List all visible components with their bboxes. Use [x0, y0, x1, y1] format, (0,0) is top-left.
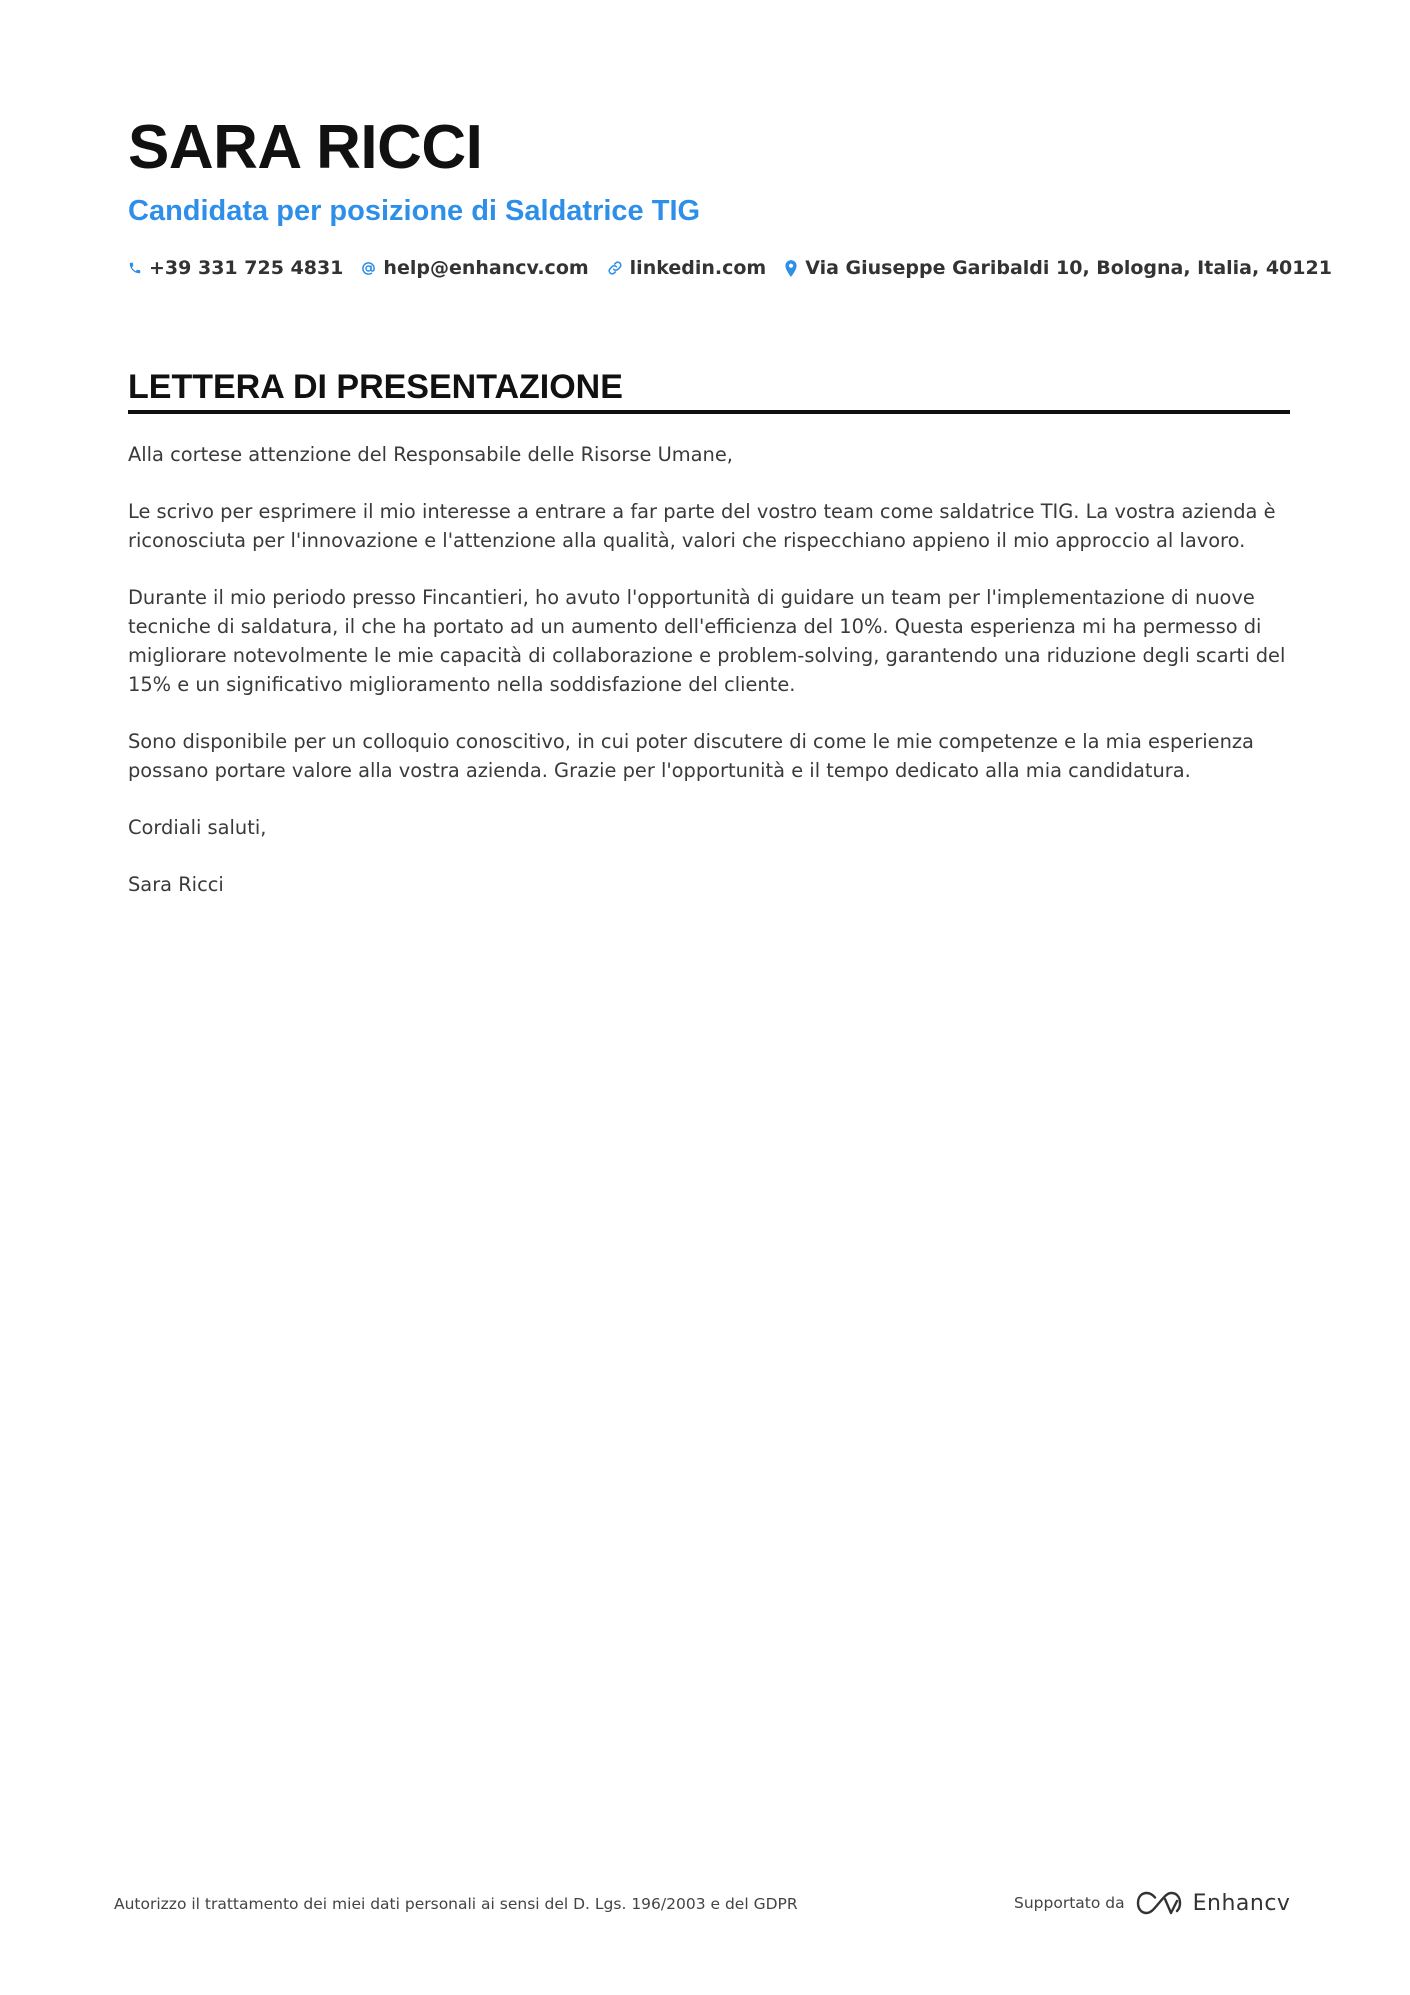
letter-closing: Cordiali saluti,	[128, 816, 267, 839]
letter-paragraph: Le scrivo per esprimere il mio interesse a entrare a far parte del vostro team come saldatrice TIG. La vostra azienda è riconosciuta per l'innovazione e l'attenzione alla qualità, valori che rispecchiano appieno il mio approccio al lavoro.	[128, 500, 1276, 552]
contact-phone[interactable]	[128, 257, 343, 279]
brand-name: Enhancv	[1192, 1890, 1291, 1916]
section-title: LETTERA DI PRESENTAZIONE	[128, 368, 623, 406]
letter-body	[128, 440, 1288, 927]
email-text: help@enhancv.com	[383, 257, 589, 279]
letter-paragraph: Sono disponibile per un colloquio conoscitivo, in cui poter discutere di come le mie competenze e la mia esperienza possano portare valore alla vostra azienda. Grazie per l'opportunità e il tempo dedicato alla mia candidatura.	[128, 730, 1254, 782]
candidate-name: SARA RICCI	[128, 113, 483, 182]
supported-by-label: Supportato da	[1014, 1894, 1125, 1912]
letter-signature: Sara Ricci	[128, 873, 224, 896]
contact-email[interactable]	[361, 257, 588, 279]
candidate-subtitle: Candidata per posizione di Saldatrice TIG	[128, 195, 701, 227]
powered-by[interactable]	[1014, 1888, 1290, 1918]
letter-greeting: Alla cortese attenzione del Responsabile delle Risorse Umane,	[128, 443, 733, 466]
linkedin-text: linkedin.com	[629, 257, 767, 279]
contact-address	[784, 257, 1332, 279]
privacy-note: Autorizzo il trattamento dei miei dati personali ai sensi del D. Lgs. 196/2003 e del GDPR	[114, 1895, 798, 1913]
address-text: Via Giuseppe Garibaldi 10, Bologna, Italia, 40121	[805, 257, 1332, 279]
at-icon	[361, 261, 376, 276]
phone-text: +39 331 725 4831	[149, 257, 344, 279]
location-pin-icon	[784, 260, 798, 277]
letter-paragraph: Durante il mio periodo presso Fincantieri, ho avuto l'opportunità di guidare un team per l'implementazione di nuove tecniche di saldatura, il che ha portato ad un aumento dell'efficienza del 10%. Questa esperienza mi ha permesso di migliorare notevolmente le mie capacità di collaborazione e problem-solving, garantendo una riduzione degli scarti del 15% e un significativo miglioramento nella soddisfazione del cliente.	[128, 586, 1286, 696]
phone-icon	[128, 261, 142, 275]
contact-linkedin[interactable]	[607, 257, 767, 279]
contact-bar	[128, 254, 1332, 282]
enhancv-logo-icon	[1135, 1890, 1183, 1916]
section-divider	[128, 410, 1290, 414]
link-icon	[607, 260, 623, 276]
